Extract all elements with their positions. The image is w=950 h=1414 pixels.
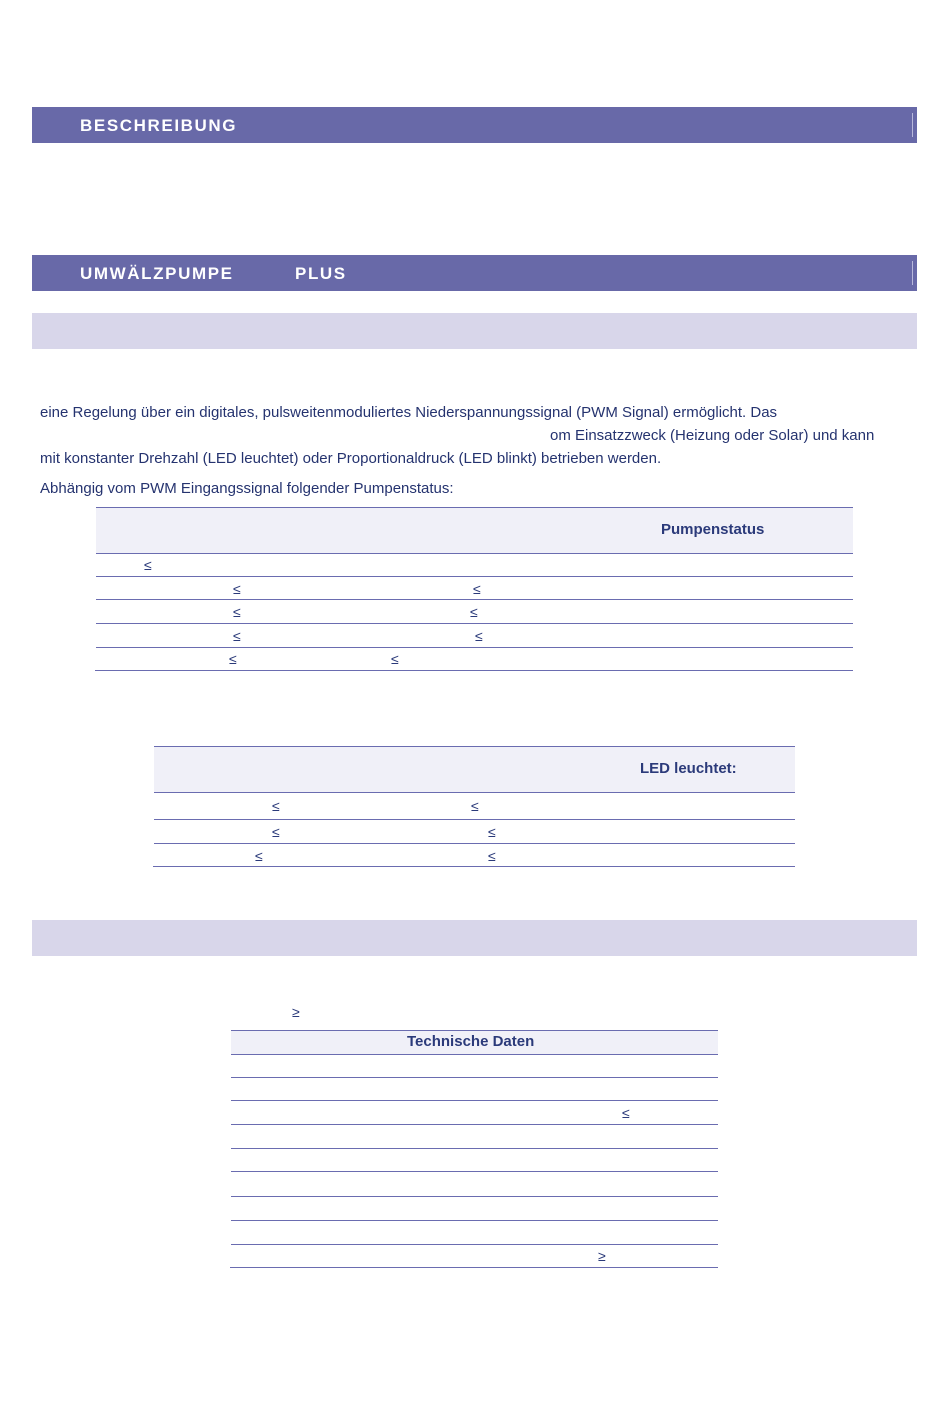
table-rule xyxy=(231,1124,718,1125)
table-symbol: ≤ xyxy=(229,651,237,667)
table-rule xyxy=(154,819,795,820)
section-header-umwaelzpumpe xyxy=(32,255,917,291)
table-symbol: ≤ xyxy=(144,557,152,573)
table-rule xyxy=(230,1267,718,1268)
table-rule xyxy=(96,599,853,600)
table-symbol: ≤ xyxy=(470,604,478,620)
paragraph-line-4: Abhängig vom PWM Eingangssignal folgender Pumpenstatus: xyxy=(40,480,454,497)
paragraph-line-2: om Einsatzzweck (Heizung oder Solar) und kann xyxy=(550,427,875,444)
led-leuchtet-header: LED leuchtet: xyxy=(640,760,737,777)
table-symbol: ≥ xyxy=(292,1004,300,1020)
table-rule xyxy=(231,1148,718,1149)
table-rule xyxy=(95,670,853,671)
paragraph-line-1: eine Regelung über ein digitales, pulsweitenmoduliertes Niederspannungssignal (PWM Signal) ermöglicht. Das xyxy=(40,404,778,421)
table-rule xyxy=(96,623,853,624)
table-rule xyxy=(231,1100,718,1101)
table-rule xyxy=(96,553,853,554)
table-rule xyxy=(154,843,795,844)
table-symbol: ≤ xyxy=(272,798,280,814)
table-rule xyxy=(154,792,795,793)
table-symbol: ≤ xyxy=(391,651,399,667)
table-symbol: ≤ xyxy=(475,628,483,644)
table-rule xyxy=(96,647,853,648)
table-rule xyxy=(231,1220,718,1221)
table-rule xyxy=(231,1054,718,1055)
subsection-bar-2 xyxy=(32,920,917,956)
table-rule xyxy=(231,1077,718,1078)
table-rule xyxy=(231,1171,718,1172)
table-symbol: ≤ xyxy=(233,604,241,620)
table-symbol: ≤ xyxy=(272,824,280,840)
section-title-beschreibung: BESCHREIBUNG xyxy=(80,116,238,135)
subsection-bar-1 xyxy=(32,313,917,349)
pumpenstatus-header: Pumpenstatus xyxy=(661,521,765,538)
section-header-beschreibung xyxy=(32,107,917,143)
table-symbol: ≤ xyxy=(488,848,496,864)
table-rule xyxy=(231,1030,718,1031)
table-symbol: ≤ xyxy=(471,798,479,814)
table-rule xyxy=(154,746,795,747)
table-symbol: ≤ xyxy=(255,848,263,864)
technische-daten-header: Technische Daten xyxy=(407,1033,535,1050)
section-title-umwaelzpumpe: UMWÄLZPUMPE xyxy=(80,264,234,283)
table-symbol: ≤ xyxy=(622,1105,630,1121)
table-rule xyxy=(231,1196,718,1197)
section-title-plus: PLUS xyxy=(295,264,347,283)
table-symbol: ≤ xyxy=(233,628,241,644)
table-symbol: ≤ xyxy=(473,581,481,597)
table-symbol: ≤ xyxy=(233,581,241,597)
table-symbol: ≤ xyxy=(488,824,496,840)
table-rule xyxy=(96,507,853,508)
table-rule xyxy=(231,1244,718,1245)
table-rule xyxy=(96,576,853,577)
table-symbol: ≥ xyxy=(598,1248,606,1264)
table-rule xyxy=(153,866,795,867)
paragraph-line-3: mit konstanter Drehzahl (LED leuchtet) oder Proportionaldruck (LED blinkt) betrieben werden. xyxy=(40,450,662,467)
